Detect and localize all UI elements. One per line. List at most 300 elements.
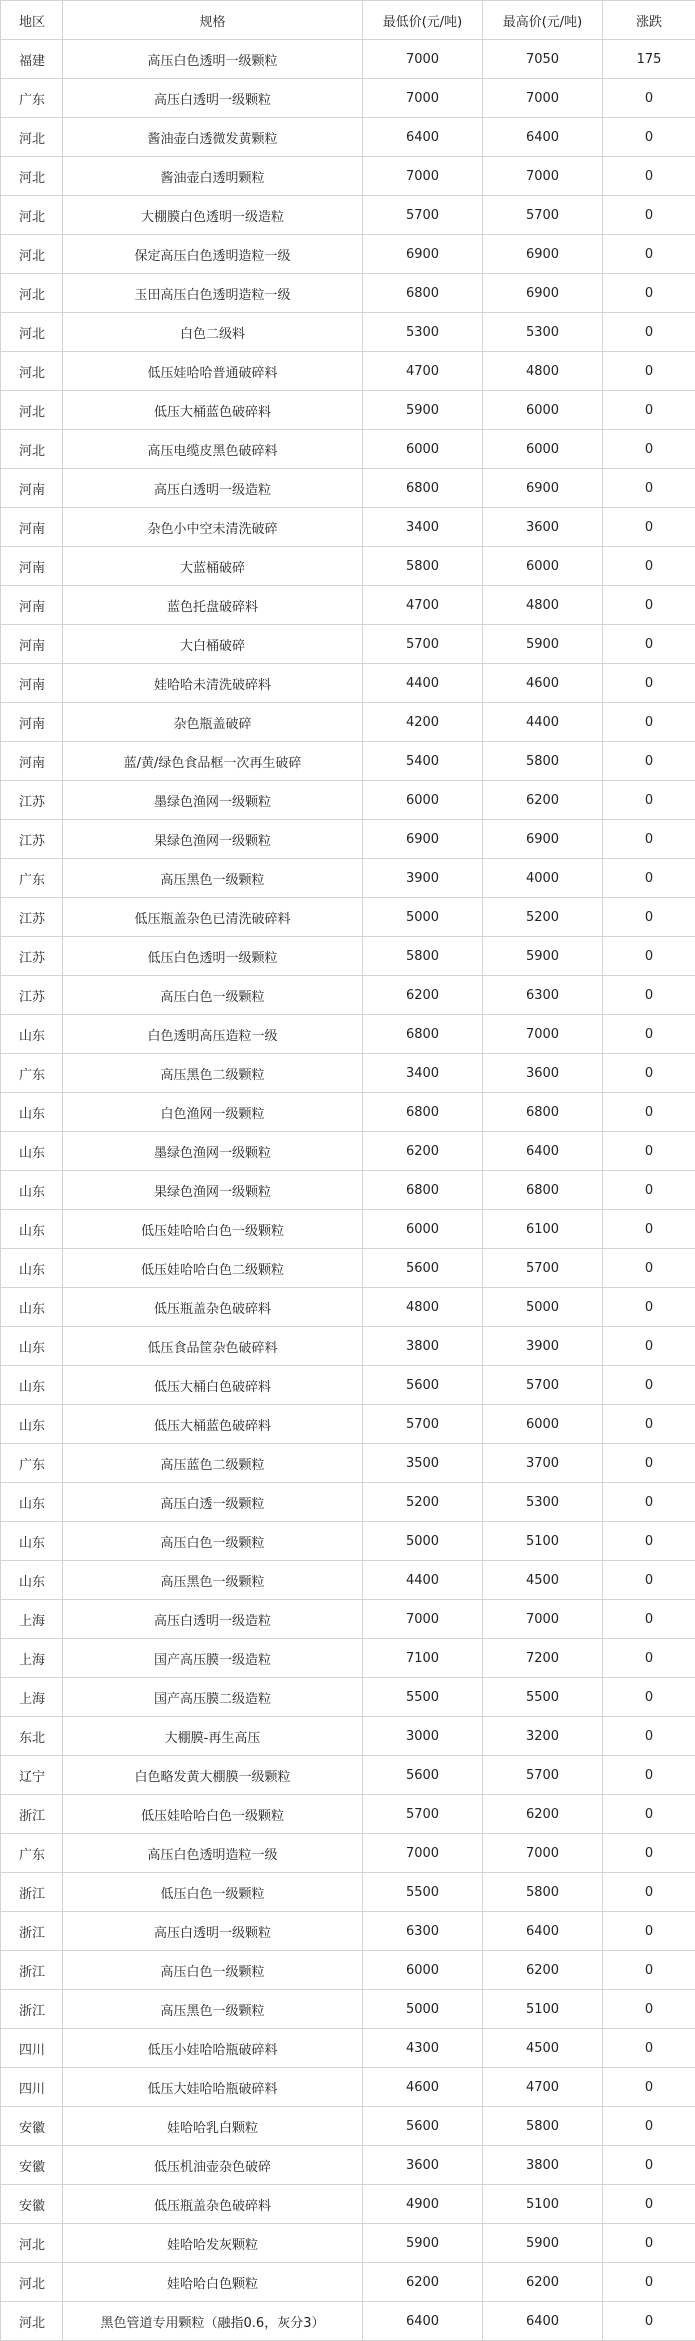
cell-min-price: 7000 [363,1834,483,1873]
cell-region: 山东 [1,1366,63,1405]
cell-max-price: 4600 [483,664,603,703]
cell-spec: 高压蓝色二级颗粒 [63,1444,363,1483]
cell-max-price: 7050 [483,40,603,79]
cell-change: 0 [603,1717,695,1756]
cell-min-price: 6800 [363,1015,483,1054]
cell-min-price: 6800 [363,274,483,313]
cell-spec: 蓝色托盘破碎料 [63,586,363,625]
cell-min-price: 5900 [363,391,483,430]
table-row [1,937,695,976]
cell-max-price: 6900 [483,469,603,508]
cell-change: 0 [603,118,695,157]
cell-region: 山东 [1,1288,63,1327]
table-row [1,1249,695,1288]
cell-max-price: 5500 [483,1678,603,1717]
cell-change: 0 [603,1327,695,1366]
cell-max-price: 4800 [483,352,603,391]
cell-region: 河南 [1,508,63,547]
cell-region: 福建 [1,40,63,79]
cell-spec: 高压白透一级颗粒 [63,1483,363,1522]
cell-max-price: 6000 [483,547,603,586]
cell-change: 0 [603,1249,695,1288]
cell-max-price: 6000 [483,391,603,430]
cell-min-price: 6000 [363,430,483,469]
table-row [1,2302,695,2341]
cell-spec: 高压白色一级颗粒 [63,1522,363,1561]
cell-max-price: 5300 [483,313,603,352]
cell-change: 0 [603,664,695,703]
cell-min-price: 5000 [363,898,483,937]
header-min-price: 最低价(元/吨) [363,1,483,40]
cell-region: 四川 [1,2068,63,2107]
cell-change: 0 [603,1795,695,1834]
cell-min-price: 5600 [363,2107,483,2146]
cell-spec: 墨绿色渔网一级颗粒 [63,1132,363,1171]
cell-region: 山东 [1,1093,63,1132]
table-row [1,1015,695,1054]
table-row [1,1600,695,1639]
cell-max-price: 4700 [483,2068,603,2107]
cell-max-price: 6900 [483,235,603,274]
cell-max-price: 5100 [483,2185,603,2224]
cell-max-price: 4500 [483,1561,603,1600]
cell-min-price: 7000 [363,1600,483,1639]
cell-max-price: 7000 [483,157,603,196]
cell-region: 河北 [1,430,63,469]
cell-max-price: 4400 [483,703,603,742]
table-row [1,820,695,859]
cell-spec: 高压白透明一级颗粒 [63,79,363,118]
cell-region: 河南 [1,664,63,703]
cell-region: 河北 [1,391,63,430]
cell-max-price: 3800 [483,2146,603,2185]
cell-region: 广东 [1,1444,63,1483]
cell-spec: 高压黑色一级颗粒 [63,1990,363,2029]
cell-spec: 果绿色渔网一级颗粒 [63,1171,363,1210]
cell-change: 0 [603,508,695,547]
cell-min-price: 4700 [363,586,483,625]
table-row [1,352,695,391]
cell-spec: 低压大娃哈哈瓶破碎料 [63,2068,363,2107]
cell-min-price: 5500 [363,1873,483,1912]
cell-region: 山东 [1,1249,63,1288]
cell-change: 0 [603,781,695,820]
cell-region: 山东 [1,1483,63,1522]
cell-spec: 黑色管道专用颗粒（融指0.6，灰分3） [63,2302,363,2341]
cell-min-price: 6800 [363,1171,483,1210]
cell-region: 河南 [1,547,63,586]
table-row [1,79,695,118]
table-row [1,196,695,235]
cell-min-price: 4600 [363,2068,483,2107]
cell-spec: 高压白透明一级造粒 [63,469,363,508]
cell-spec: 高压黑色一级颗粒 [63,859,363,898]
cell-min-price: 5600 [363,1249,483,1288]
cell-max-price: 6100 [483,1210,603,1249]
cell-region: 浙江 [1,1873,63,1912]
cell-spec: 玉田高压白色透明造粒一级 [63,274,363,313]
table-row [1,703,695,742]
table-row [1,1405,695,1444]
table-row [1,2029,695,2068]
table-row [1,1990,695,2029]
header-region: 地区 [1,1,63,40]
cell-region: 辽宁 [1,1756,63,1795]
cell-min-price: 6200 [363,976,483,1015]
cell-min-price: 3400 [363,1054,483,1093]
table-row [1,1639,695,1678]
table-row [1,1132,695,1171]
cell-spec: 低压大桶蓝色破碎料 [63,1405,363,1444]
cell-max-price: 3200 [483,1717,603,1756]
cell-region: 江苏 [1,898,63,937]
cell-region: 浙江 [1,1951,63,1990]
cell-change: 0 [603,274,695,313]
cell-change: 0 [603,2185,695,2224]
cell-change: 0 [603,1912,695,1951]
cell-min-price: 5900 [363,2224,483,2263]
cell-region: 上海 [1,1600,63,1639]
table-row [1,508,695,547]
cell-min-price: 5700 [363,1795,483,1834]
cell-max-price: 5300 [483,1483,603,1522]
cell-region: 江苏 [1,820,63,859]
cell-min-price: 6900 [363,235,483,274]
header-change: 涨跌 [603,1,695,40]
cell-min-price: 5700 [363,196,483,235]
cell-spec: 大蓝桶破碎 [63,547,363,586]
cell-change: 0 [603,1171,695,1210]
cell-change: 175 [603,40,695,79]
cell-max-price: 7000 [483,79,603,118]
cell-spec: 墨绿色渔网一级颗粒 [63,781,363,820]
cell-max-price: 6300 [483,976,603,1015]
table-row [1,586,695,625]
table-row [1,1873,695,1912]
header-row [1,1,695,40]
cell-spec: 大棚膜-再生高压 [63,1717,363,1756]
cell-max-price: 7000 [483,1600,603,1639]
cell-region: 河北 [1,2302,63,2341]
cell-change: 0 [603,2029,695,2068]
table-row [1,781,695,820]
table-row [1,2224,695,2263]
cell-spec: 果绿色渔网一级颗粒 [63,820,363,859]
cell-change: 0 [603,1015,695,1054]
cell-region: 江苏 [1,976,63,1015]
table-row [1,2068,695,2107]
table-row [1,313,695,352]
cell-min-price: 3400 [363,508,483,547]
cell-region: 安徽 [1,2146,63,2185]
cell-change: 0 [603,898,695,937]
cell-max-price: 5800 [483,2107,603,2146]
cell-min-price: 6000 [363,781,483,820]
cell-region: 河北 [1,235,63,274]
table-row [1,1444,695,1483]
cell-min-price: 3500 [363,1444,483,1483]
cell-min-price: 4700 [363,352,483,391]
cell-min-price: 5400 [363,742,483,781]
cell-spec: 低压瓶盖杂色破碎料 [63,1288,363,1327]
cell-max-price: 6800 [483,1171,603,1210]
cell-max-price: 6400 [483,2302,603,2341]
cell-max-price: 6200 [483,2263,603,2302]
cell-region: 广东 [1,1834,63,1873]
cell-change: 0 [603,469,695,508]
cell-change: 0 [603,196,695,235]
table-row [1,1678,695,1717]
cell-region: 河南 [1,586,63,625]
cell-max-price: 6200 [483,781,603,820]
cell-spec: 白色二级料 [63,313,363,352]
cell-min-price: 3800 [363,1327,483,1366]
cell-max-price: 7000 [483,1834,603,1873]
cell-region: 安徽 [1,2185,63,2224]
cell-region: 河北 [1,118,63,157]
cell-max-price: 4800 [483,586,603,625]
cell-spec: 娃哈哈白色颗粒 [63,2263,363,2302]
cell-max-price: 5700 [483,196,603,235]
cell-change: 0 [603,1483,695,1522]
cell-spec: 国产高压膜二级造粒 [63,1678,363,1717]
cell-change: 0 [603,1288,695,1327]
cell-min-price: 7000 [363,40,483,79]
cell-spec: 娃哈哈发灰颗粒 [63,2224,363,2263]
cell-spec: 娃哈哈未清洗破碎料 [63,664,363,703]
cell-change: 0 [603,1639,695,1678]
cell-max-price: 5700 [483,1366,603,1405]
cell-change: 0 [603,2107,695,2146]
cell-change: 0 [603,703,695,742]
cell-min-price: 6400 [363,118,483,157]
table-row [1,1717,695,1756]
cell-min-price: 7000 [363,79,483,118]
cell-spec: 酱油壶白透微发黄颗粒 [63,118,363,157]
table-row [1,898,695,937]
cell-min-price: 4400 [363,1561,483,1600]
cell-spec: 白色略发黄大棚膜一级颗粒 [63,1756,363,1795]
cell-spec: 低压大桶白色破碎料 [63,1366,363,1405]
cell-change: 0 [603,937,695,976]
cell-region: 河北 [1,2224,63,2263]
cell-min-price: 5300 [363,313,483,352]
table-row [1,1327,695,1366]
cell-region: 广东 [1,1054,63,1093]
cell-max-price: 4000 [483,859,603,898]
cell-min-price: 5800 [363,937,483,976]
cell-min-price: 6800 [363,1093,483,1132]
cell-change: 0 [603,430,695,469]
cell-min-price: 3000 [363,1717,483,1756]
table-row [1,859,695,898]
cell-change: 0 [603,313,695,352]
cell-region: 山东 [1,1171,63,1210]
table-row [1,274,695,313]
cell-region: 江苏 [1,937,63,976]
cell-change: 0 [603,976,695,1015]
table-row [1,1171,695,1210]
cell-spec: 高压白色一级颗粒 [63,976,363,1015]
cell-min-price: 5500 [363,1678,483,1717]
cell-max-price: 5800 [483,742,603,781]
cell-change: 0 [603,2068,695,2107]
cell-spec: 低压娃哈哈白色一级颗粒 [63,1210,363,1249]
cell-region: 山东 [1,1522,63,1561]
table-row [1,1366,695,1405]
cell-change: 0 [603,1405,695,1444]
cell-max-price: 6200 [483,1951,603,1990]
cell-change: 0 [603,1210,695,1249]
cell-spec: 杂色瓶盖破碎 [63,703,363,742]
cell-min-price: 5200 [363,1483,483,1522]
cell-spec: 白色透明高压造粒一级 [63,1015,363,1054]
cell-max-price: 5800 [483,1873,603,1912]
cell-spec: 低压白色一级颗粒 [63,1873,363,1912]
cell-change: 0 [603,1132,695,1171]
cell-change: 0 [603,1093,695,1132]
cell-min-price: 4200 [363,703,483,742]
cell-spec: 高压黑色一级颗粒 [63,1561,363,1600]
cell-region: 河南 [1,625,63,664]
cell-region: 江苏 [1,781,63,820]
cell-max-price: 3700 [483,1444,603,1483]
cell-change: 0 [603,625,695,664]
cell-region: 河南 [1,742,63,781]
table-body [1,40,695,2341]
cell-region: 山东 [1,1405,63,1444]
cell-change: 0 [603,1444,695,1483]
table-row [1,2185,695,2224]
table-row [1,625,695,664]
cell-max-price: 6400 [483,1132,603,1171]
cell-change: 0 [603,1054,695,1093]
cell-max-price: 7000 [483,1015,603,1054]
cell-region: 浙江 [1,1795,63,1834]
cell-spec: 高压白透明一级颗粒 [63,1912,363,1951]
cell-min-price: 4800 [363,1288,483,1327]
cell-min-price: 5700 [363,625,483,664]
cell-spec: 保定高压白色透明造粒一级 [63,235,363,274]
table-row [1,1054,695,1093]
cell-spec: 低压娃哈哈白色一级颗粒 [63,1795,363,1834]
table-row [1,547,695,586]
cell-max-price: 6400 [483,1912,603,1951]
cell-region: 浙江 [1,1990,63,2029]
cell-max-price: 6000 [483,1405,603,1444]
table-row [1,976,695,1015]
cell-min-price: 6300 [363,1912,483,1951]
cell-max-price: 5900 [483,2224,603,2263]
cell-change: 0 [603,820,695,859]
cell-spec: 低压瓶盖杂色已清洗破碎料 [63,898,363,937]
table-row [1,1561,695,1600]
cell-change: 0 [603,235,695,274]
table-row [1,1210,695,1249]
table-row [1,1093,695,1132]
cell-change: 0 [603,742,695,781]
cell-spec: 低压白色透明一级颗粒 [63,937,363,976]
cell-spec: 大棚膜白色透明一级造粒 [63,196,363,235]
cell-spec: 低压食品筐杂色破碎料 [63,1327,363,1366]
cell-max-price: 5100 [483,1990,603,2029]
cell-max-price: 5200 [483,898,603,937]
cell-change: 0 [603,157,695,196]
table-row [1,1756,695,1795]
cell-spec: 酱油壶白透明颗粒 [63,157,363,196]
cell-spec: 低压小娃哈哈瓶破碎料 [63,2029,363,2068]
cell-max-price: 3600 [483,508,603,547]
cell-spec: 国产高压膜一级造粒 [63,1639,363,1678]
table-row [1,664,695,703]
cell-spec: 低压大桶蓝色破碎料 [63,391,363,430]
cell-spec: 低压娃哈哈普通破碎料 [63,352,363,391]
cell-min-price: 5700 [363,1405,483,1444]
table-row [1,2146,695,2185]
cell-change: 0 [603,1873,695,1912]
cell-change: 0 [603,586,695,625]
table-row [1,235,695,274]
cell-change: 0 [603,2146,695,2185]
cell-max-price: 5900 [483,937,603,976]
cell-spec: 高压电缆皮黑色破碎料 [63,430,363,469]
cell-spec: 低压瓶盖杂色破碎料 [63,2185,363,2224]
cell-region: 广东 [1,79,63,118]
cell-min-price: 3600 [363,2146,483,2185]
cell-max-price: 6200 [483,1795,603,1834]
cell-change: 0 [603,2263,695,2302]
cell-spec: 大白桶破碎 [63,625,363,664]
cell-region: 山东 [1,1561,63,1600]
table-row [1,157,695,196]
cell-region: 河北 [1,2263,63,2302]
cell-spec: 白色渔网一级颗粒 [63,1093,363,1132]
cell-region: 山东 [1,1327,63,1366]
cell-spec: 高压白色透明造粒一级 [63,1834,363,1873]
cell-change: 0 [603,1834,695,1873]
cell-region: 上海 [1,1678,63,1717]
cell-min-price: 7100 [363,1639,483,1678]
table-row [1,469,695,508]
cell-spec: 高压白色透明一级颗粒 [63,40,363,79]
cell-max-price: 5900 [483,625,603,664]
cell-min-price: 6200 [363,2263,483,2302]
cell-max-price: 7200 [483,1639,603,1678]
cell-region: 河北 [1,274,63,313]
cell-region: 河北 [1,196,63,235]
table-row [1,391,695,430]
table-row [1,1288,695,1327]
cell-change: 0 [603,547,695,586]
cell-change: 0 [603,1561,695,1600]
cell-change: 0 [603,1990,695,2029]
cell-region: 山东 [1,1132,63,1171]
cell-min-price: 4400 [363,664,483,703]
cell-min-price: 4900 [363,2185,483,2224]
table-row [1,118,695,157]
cell-change: 0 [603,352,695,391]
cell-min-price: 6000 [363,1951,483,1990]
cell-min-price: 5600 [363,1366,483,1405]
cell-max-price: 5700 [483,1249,603,1288]
cell-spec: 娃哈哈乳白颗粒 [63,2107,363,2146]
cell-change: 0 [603,1951,695,1990]
cell-change: 0 [603,1756,695,1795]
table-row [1,430,695,469]
cell-region: 河北 [1,157,63,196]
table-row [1,1951,695,1990]
cell-change: 0 [603,859,695,898]
